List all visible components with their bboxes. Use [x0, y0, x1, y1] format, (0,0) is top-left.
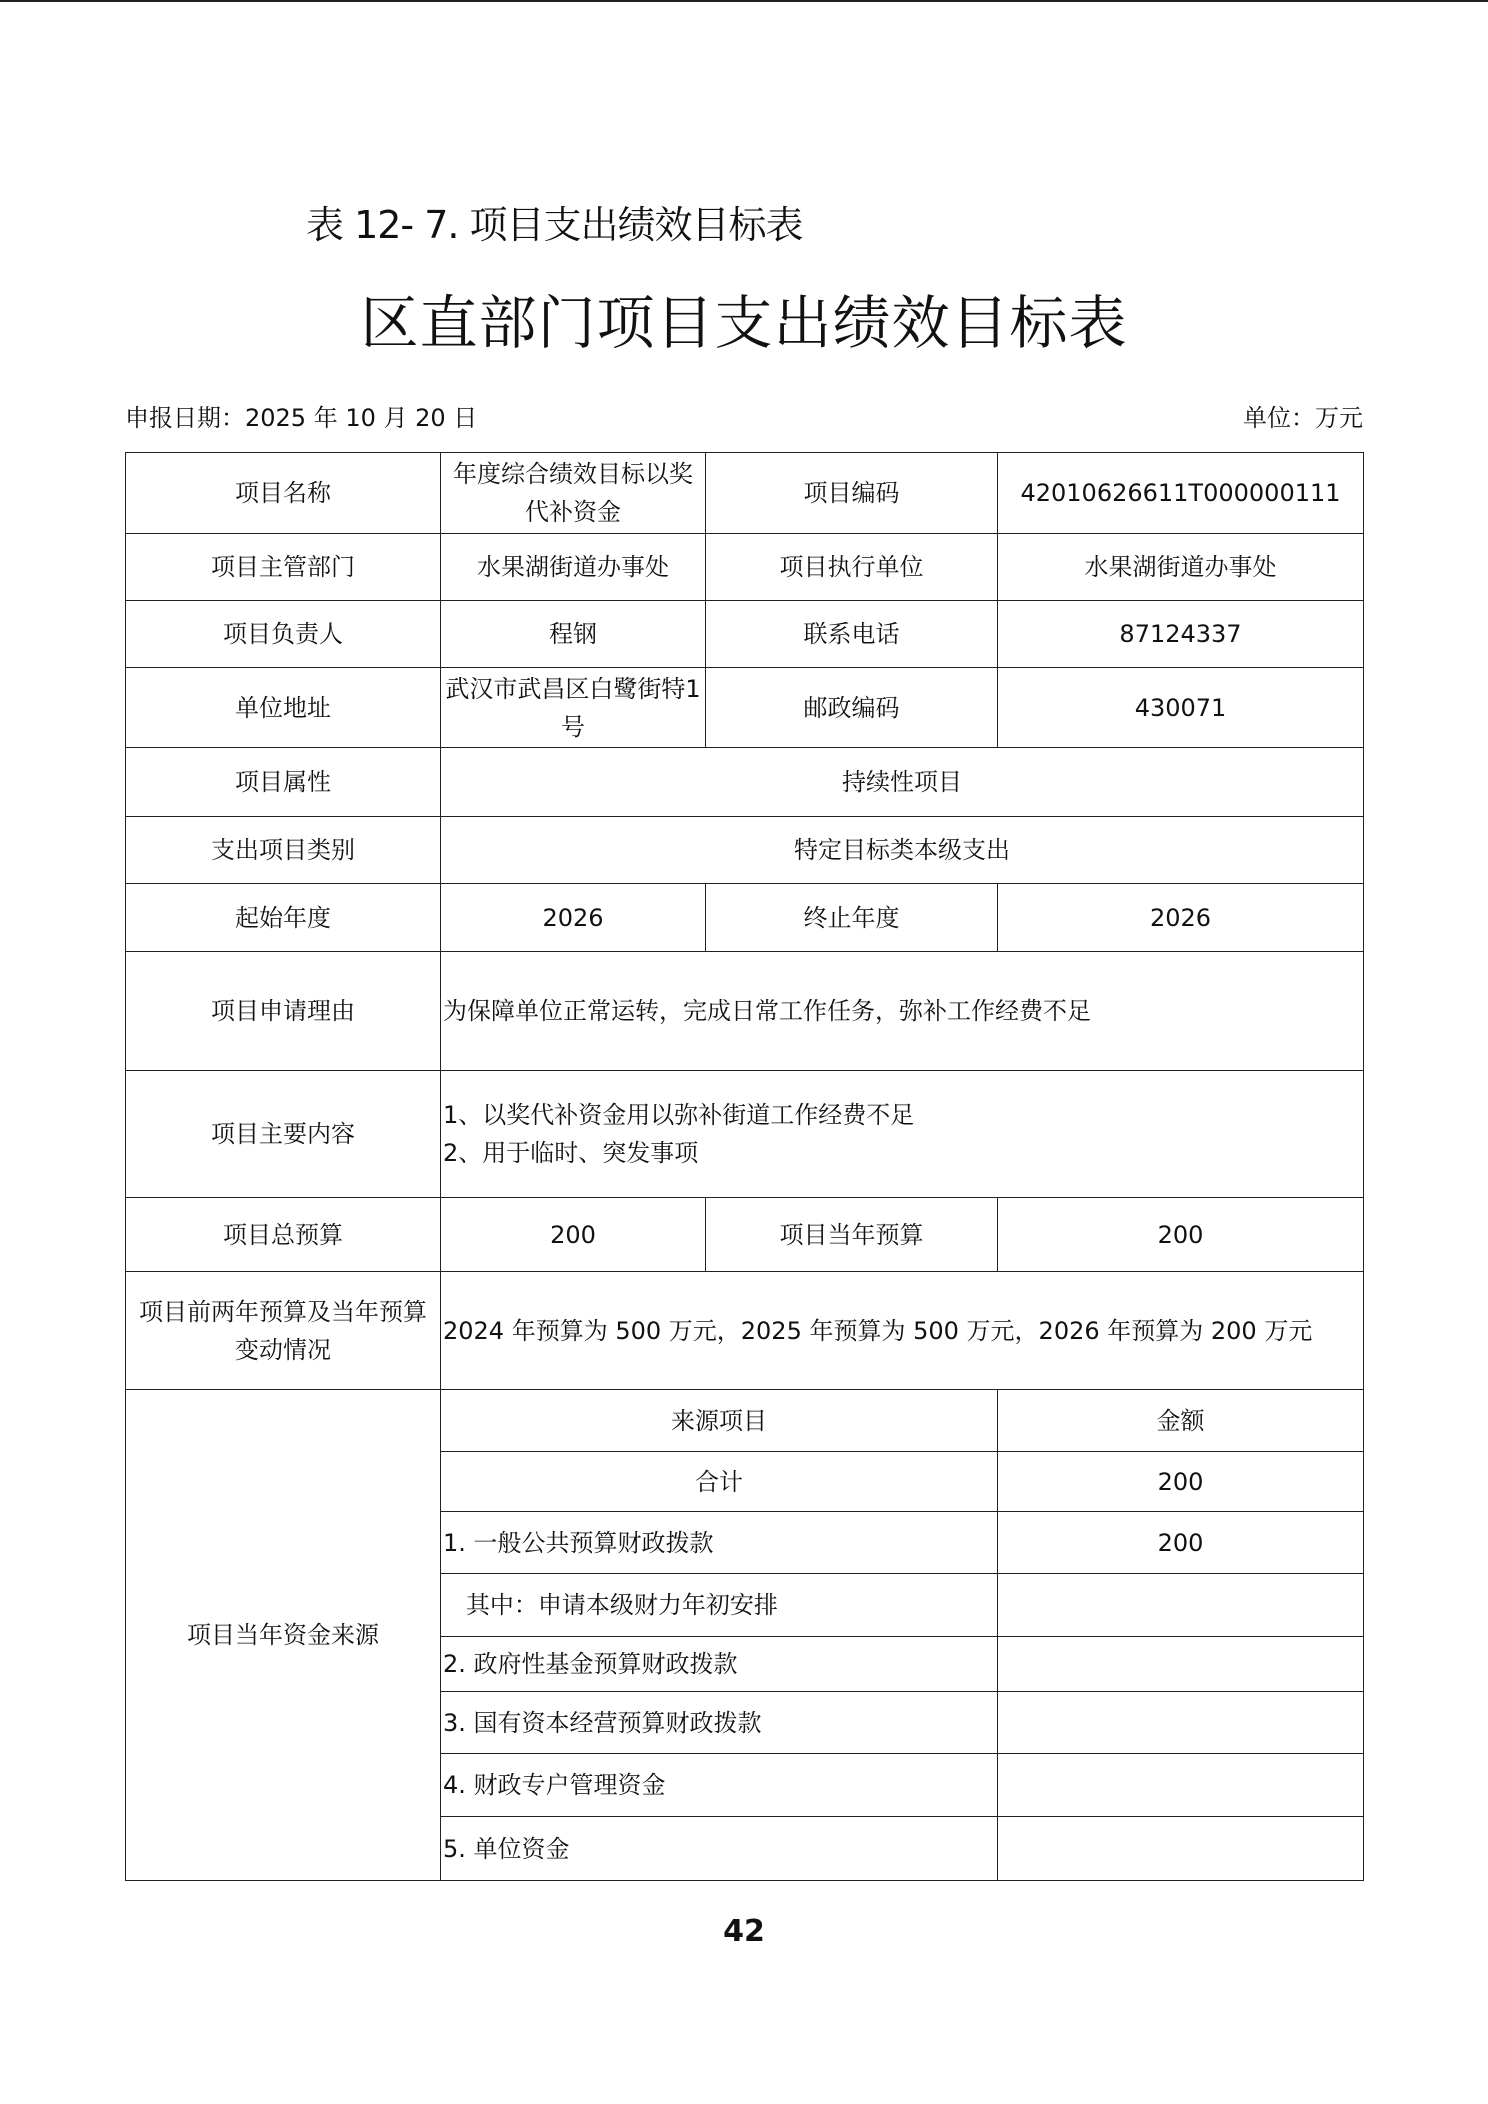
source-amount: [998, 1754, 1364, 1817]
label-cell: 项目主要内容: [126, 1071, 441, 1198]
content-line: 1、以奖代补资金用以弥补街道工作经费不足: [443, 1101, 915, 1129]
label-cell: 起始年度: [126, 884, 441, 952]
label-cell: 项目当年资金来源: [126, 1390, 441, 1881]
label-cell: 单位地址: [126, 668, 441, 748]
performance-target-table: [125, 452, 1364, 1881]
label-cell: 项目执行单位: [706, 534, 998, 601]
content-line: 2、用于临时、突发事项: [443, 1139, 699, 1167]
value-cell: 武汉市武昌区白鹭街特1号: [441, 668, 706, 748]
table-row: [126, 668, 1364, 748]
value-cell: 430071: [998, 668, 1364, 748]
page-number: 42: [723, 1914, 765, 1949]
table-row: [126, 601, 1364, 668]
value-cell: 水果湖街道办事处: [441, 534, 706, 601]
source-amount: [998, 1692, 1364, 1754]
table-row: [126, 1071, 1364, 1198]
column-header: 金额: [998, 1390, 1364, 1452]
value-cell: [441, 1071, 1364, 1198]
table-row: [126, 1198, 1364, 1272]
page-title: 区直部门项目支出绩效目标表: [360, 289, 1128, 357]
page-top-border: [0, 0, 1488, 2]
label-cell: 终止年度: [706, 884, 998, 952]
table-row: [126, 1390, 1364, 1452]
source-amount: [998, 1637, 1364, 1692]
column-header: 来源项目: [441, 1390, 998, 1452]
value-cell: 2024 年预算为 500 万元，2025 年预算为 500 万元，2026 年预算为 200 万元: [441, 1272, 1364, 1390]
table-row: [126, 884, 1364, 952]
source-item: 合计: [441, 1452, 998, 1512]
table-row: [126, 1272, 1364, 1390]
label-cell: 项目当年预算: [706, 1198, 998, 1272]
source-amount: 200: [998, 1452, 1364, 1512]
label-cell: 项目申请理由: [126, 952, 441, 1071]
source-item: 4. 财政专户管理资金: [441, 1754, 998, 1817]
table-row: [126, 817, 1364, 884]
unit-label: 单位：万元: [1243, 404, 1363, 432]
value-cell: 水果湖街道办事处: [998, 534, 1364, 601]
table-subtitle: 表 12- 7. 项目支出绩效目标表: [306, 203, 803, 247]
label-cell: 项目负责人: [126, 601, 441, 668]
source-item: 1. 一般公共预算财政拨款: [441, 1512, 998, 1574]
value-cell: 200: [441, 1198, 706, 1272]
table-row: [126, 534, 1364, 601]
source-item: 3. 国有资本经营预算财政拨款: [441, 1692, 998, 1754]
source-item: 5. 单位资金: [441, 1817, 998, 1881]
source-amount: [998, 1574, 1364, 1637]
value-cell: 2026: [998, 884, 1364, 952]
value-cell: 200: [998, 1198, 1364, 1272]
label-cell: 支出项目类别: [126, 817, 441, 884]
source-amount: [998, 1817, 1364, 1881]
value-cell: 为保障单位正常运转，完成日常工作任务，弥补工作经费不足: [441, 952, 1364, 1071]
report-date: 申报日期：2025 年 10 月 20 日: [125, 404, 478, 432]
value-cell: 持续性项目: [441, 748, 1364, 817]
source-amount: 200: [998, 1512, 1364, 1574]
label-cell: 项目主管部门: [126, 534, 441, 601]
label-cell: 联系电话: [706, 601, 998, 668]
label-cell: 邮政编码: [706, 668, 998, 748]
label-cell: 项目总预算: [126, 1198, 441, 1272]
source-item: 其中：申请本级财力年初安排: [441, 1574, 998, 1637]
value-cell: 42010626611T000000111: [998, 453, 1364, 534]
table-row: [126, 952, 1364, 1071]
value-cell: 年度综合绩效目标以奖代补资金: [441, 453, 706, 534]
label-cell: 项目前两年预算及当年预算变动情况: [126, 1272, 441, 1390]
value-cell: 2026: [441, 884, 706, 952]
value-cell: 程钢: [441, 601, 706, 668]
table-row: [126, 453, 1364, 534]
label-cell: 项目名称: [126, 453, 441, 534]
table-row: [126, 748, 1364, 817]
source-item: 2. 政府性基金预算财政拨款: [441, 1637, 998, 1692]
label-cell: 项目属性: [126, 748, 441, 817]
value-cell: 特定目标类本级支出: [441, 817, 1364, 884]
label-cell: 项目编码: [706, 453, 998, 534]
value-cell: 87124337: [998, 601, 1364, 668]
